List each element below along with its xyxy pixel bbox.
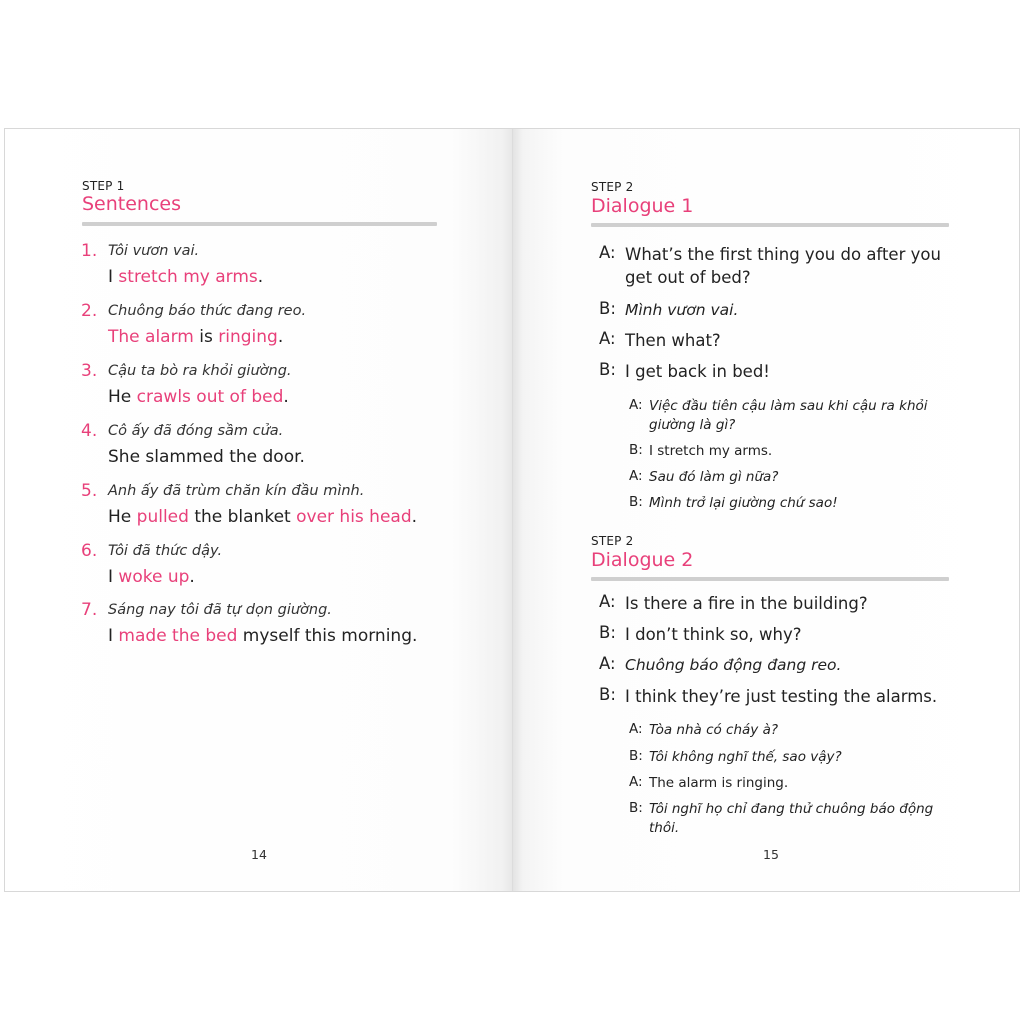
speaker-label: A:: [599, 654, 616, 673]
key-phrase: woke up: [118, 567, 190, 587]
dialogue-text: Is there a fire in the building?: [625, 594, 868, 613]
english-sentence: [108, 267, 263, 287]
dialogue-text: Sau đó làm gì nữa?: [649, 469, 779, 485]
open-book: [4, 128, 1020, 892]
dialogue-text: Mình trở lại giường chứ sao!: [649, 495, 838, 511]
speaker-label: B:: [629, 442, 643, 458]
sentence-text: I: [108, 626, 119, 646]
key-phrase: Chuông báo động đang reo.: [625, 656, 842, 674]
key-phrase: I stretch my arms.: [649, 443, 773, 459]
speaker-label: B:: [629, 494, 643, 510]
sentence-number: 3.: [81, 361, 98, 381]
dialogue-text: Tôi nghĩ họ chỉ đang thử chuông báo động thôi.: [649, 801, 934, 836]
speaker-label: B:: [599, 623, 616, 642]
sentence-text: the blanket: [188, 507, 297, 527]
sentence-number: 1.: [81, 241, 98, 261]
key-phrase: stretch my arms: [118, 267, 258, 287]
sentence-text: I: [108, 267, 119, 287]
step-label: STEP 1: [82, 179, 125, 193]
speaker-label: A:: [629, 468, 643, 484]
sentence-text: .: [189, 567, 195, 587]
section-title: Dialogue 2: [591, 549, 694, 571]
vietnamese-sentence: Chuông báo thức đang reo.: [108, 303, 307, 319]
page-number: 15: [763, 847, 779, 862]
sentence-number: 4.: [81, 421, 98, 441]
speaker-label: A:: [599, 329, 616, 348]
step-label: STEP 2: [591, 534, 634, 548]
dialogue-text: I think they’re just testing the alarms.: [625, 687, 938, 706]
english-sentence: [108, 507, 417, 527]
dialogue-text: I get back in bed!: [625, 362, 770, 381]
vietnamese-sentence: Sáng nay tôi đã tự dọn giường.: [108, 602, 332, 618]
speaker-label: A:: [599, 243, 616, 262]
vietnamese-sentence: Cậu ta bò ra khỏi giường.: [108, 363, 292, 379]
english-sentence: [108, 387, 289, 407]
sentence-text: .: [411, 507, 418, 527]
english-sentence: [108, 327, 283, 347]
title-rule: [82, 222, 437, 226]
key-phrase: made the bed: [118, 626, 238, 646]
title-rule: [591, 223, 949, 227]
page-number: 14: [251, 847, 267, 862]
sentence-text: I: [108, 567, 119, 587]
key-phrase: Mình vươn vai.: [625, 301, 739, 319]
left-page: [5, 129, 513, 891]
sentence-text: She slammed the door.: [108, 447, 305, 467]
sentence-text: .: [277, 327, 284, 347]
dialogue-text: I don’t think so, why?: [625, 625, 802, 644]
speaker-label: B:: [599, 685, 616, 704]
sentence-text: .: [257, 267, 264, 287]
english-sentence: [108, 567, 195, 587]
speaker-label: B:: [599, 299, 616, 318]
sentence-text: He: [108, 507, 137, 527]
speaker-label: A:: [629, 721, 643, 737]
sentence-number: 5.: [81, 481, 98, 501]
dialogue-text: Tòa nhà có cháy à?: [649, 722, 779, 738]
vietnamese-sentence: Cô ấy đã đóng sầm cửa.: [108, 423, 284, 439]
sentence-text: myself this morning.: [237, 626, 418, 646]
key-phrase: over his head: [296, 507, 412, 527]
speaker-label: A:: [629, 774, 643, 790]
key-phrase: crawls out of bed: [136, 387, 284, 407]
sentence-number: 6.: [81, 541, 98, 561]
sentence-text: He: [108, 387, 137, 407]
dialogue-text: Then what?: [625, 331, 721, 350]
english-sentence: [108, 626, 417, 646]
dialogue-text: Việc đầu tiên cậu làm sau khi cậu ra khỏi giường là gì?: [649, 398, 928, 433]
section-title: Dialogue 1: [591, 195, 694, 217]
step-label: STEP 2: [591, 180, 634, 194]
key-phrase: The alarm: [108, 327, 194, 347]
dialogue-text: What’s the first thing you do after you get out of bed?: [625, 245, 941, 287]
vietnamese-sentence: Tôi đã thức dậy.: [108, 543, 223, 559]
speaker-label: A:: [629, 397, 643, 413]
key-phrase: ringing: [218, 327, 278, 347]
sentence-number: 7.: [81, 600, 98, 620]
section-title: Sentences: [82, 193, 182, 215]
title-rule: [591, 577, 949, 581]
speaker-label: A:: [599, 592, 616, 611]
speaker-label: B:: [629, 800, 643, 816]
speaker-label: B:: [629, 748, 643, 764]
english-sentence: [108, 447, 305, 467]
right-page: [513, 129, 1019, 891]
vietnamese-sentence: Anh ấy đã trùm chăn kín đầu mình.: [108, 483, 365, 499]
sentence-text: .: [283, 387, 289, 407]
sentence-number: 2.: [81, 301, 98, 321]
dialogue-text: Tôi không nghĩ thế, sao vậy?: [649, 749, 842, 765]
vietnamese-sentence: Tôi vươn vai.: [108, 243, 200, 259]
key-phrase: pulled: [136, 507, 189, 527]
sentence-text: is: [193, 327, 219, 347]
speaker-label: B:: [599, 360, 616, 379]
key-phrase: The alarm is ringing.: [649, 775, 789, 791]
